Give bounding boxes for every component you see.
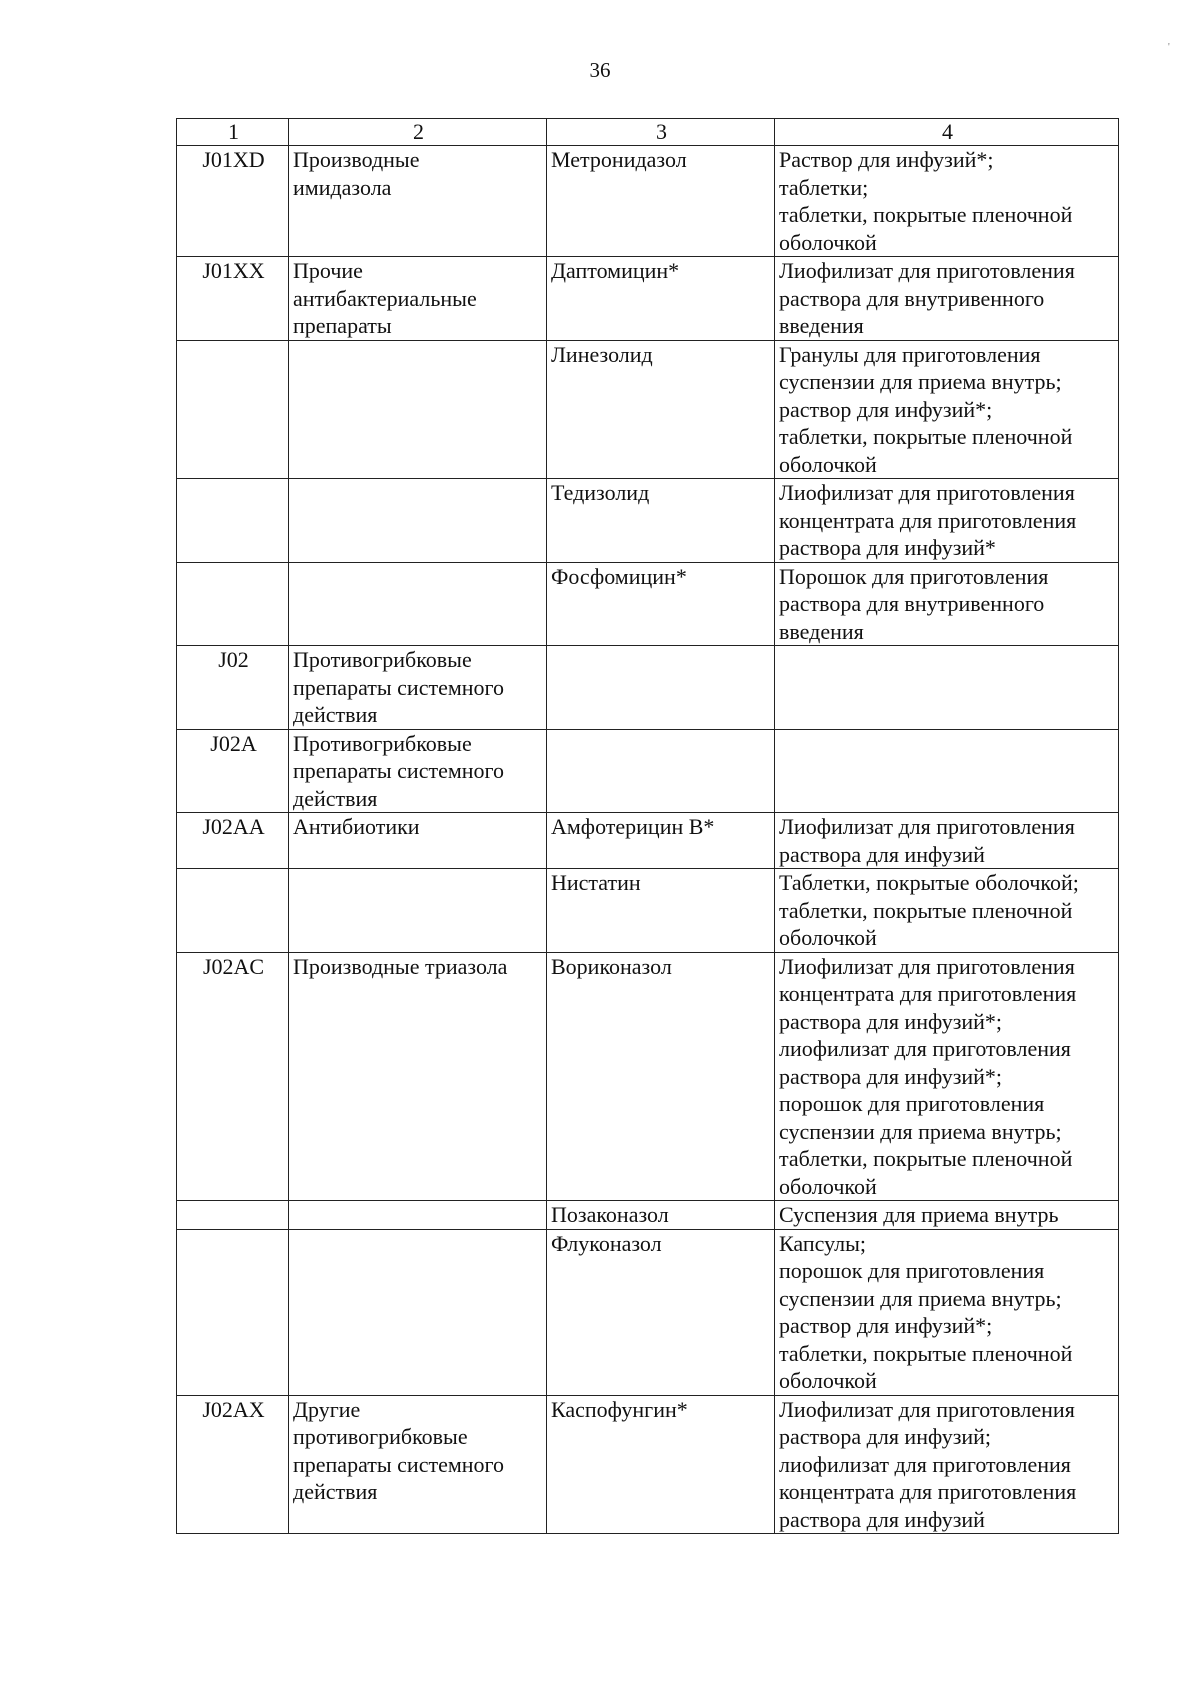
dosage-forms-line: введения	[779, 618, 864, 644]
dosage-forms-line: раствора для внутривенного	[779, 285, 1045, 311]
dosage-forms-line: раствора для инфузий	[779, 1506, 985, 1532]
atc-code-cell: J02AX	[177, 1395, 289, 1534]
dosage-forms-cell	[775, 952, 1119, 1201]
dosage-forms-line: Суспензия для приема внутрь	[779, 1202, 1059, 1227]
dosage-forms-line: Порошок для приготовления	[779, 563, 1049, 589]
group-line: Антибиотики	[293, 814, 420, 839]
group-line: Производные триазола	[293, 953, 508, 979]
dosage-forms-line: суспензии для приема внутрь;	[779, 1285, 1062, 1311]
group-cell	[289, 562, 547, 646]
table-row	[177, 562, 1119, 646]
header-cell-drug: 3	[547, 119, 775, 146]
drug-name-line: Линезолид	[551, 341, 653, 367]
group-line: противогрибковые	[293, 1424, 468, 1449]
dosage-forms-line: раствора для внутривенного	[779, 591, 1045, 616]
dosage-forms-line: лиофилизат для приготовления	[779, 1036, 1071, 1061]
group-line: препараты системного	[293, 1451, 505, 1477]
dosage-forms-line: Лиофилизат для приготовления	[779, 814, 1075, 839]
dosage-forms-cell	[775, 479, 1119, 563]
drug-name-line: Даптомицин*	[551, 258, 680, 283]
group-cell	[289, 479, 547, 563]
dosage-forms-cell	[775, 646, 1119, 730]
atc-code-cell: J01XD	[177, 146, 289, 257]
table-row	[177, 813, 1119, 869]
dosage-forms-line: раствора для инфузий*	[779, 535, 996, 560]
atc-code-cell: J02AC	[177, 952, 289, 1201]
group-cell	[289, 340, 547, 479]
dosage-forms-cell	[775, 146, 1119, 257]
dosage-forms-line: таблетки, покрытые пленочной	[779, 897, 1073, 923]
drug-name-line: Метронидазол	[551, 147, 687, 172]
table-row	[177, 1229, 1119, 1395]
group-line: действия	[293, 702, 378, 727]
group-line: препараты	[293, 313, 392, 338]
dosage-forms-cell	[775, 562, 1119, 646]
dosage-forms-cell	[775, 257, 1119, 341]
dosage-forms-line: порошок для приготовления	[779, 1258, 1045, 1283]
group-cell	[289, 257, 547, 341]
dosage-forms-cell	[775, 1229, 1119, 1395]
dosage-forms-line: Лиофилизат для приготовления	[779, 1396, 1075, 1422]
table-row	[177, 869, 1119, 953]
atc-code-cell: J02	[177, 646, 289, 730]
dosage-forms-line: раствор для инфузий*;	[779, 1313, 993, 1338]
atc-code-cell: J02A	[177, 729, 289, 813]
drug-name-line: Вориконазол	[551, 953, 672, 979]
dosage-forms-line: концентрата для приготовления	[779, 507, 1077, 533]
dosage-forms-line: Таблетки, покрытые оболочкой;	[779, 870, 1079, 895]
drug-name-cell	[547, 1201, 775, 1230]
drug-name-line: Тедизолид	[551, 480, 650, 505]
drug-name-cell	[547, 646, 775, 730]
atc-code-cell: J02AA	[177, 813, 289, 869]
table-body	[177, 146, 1119, 1534]
drug-name-cell	[547, 479, 775, 563]
dosage-forms-line: раствор для инфузий*;	[779, 396, 993, 422]
group-cell	[289, 952, 547, 1201]
group-line: действия	[293, 1479, 378, 1504]
dosage-forms-line: оболочкой	[779, 1173, 877, 1199]
dosage-forms-line: таблетки, покрытые пленочной	[779, 1146, 1073, 1171]
dosage-forms-line: оболочкой	[779, 229, 877, 255]
dosage-forms-line: таблетки;	[779, 174, 869, 200]
dosage-forms-line: Раствор для инфузий*;	[779, 147, 994, 172]
drug-name-line: Фосфомицин*	[551, 563, 687, 589]
dosage-forms-line: раствора для инфузий*;	[779, 1008, 1003, 1034]
drug-name-line: Флуконазол	[551, 1230, 662, 1256]
dosage-forms-line: Лиофилизат для приготовления	[779, 258, 1075, 283]
group-line: препараты системного	[293, 674, 505, 700]
table-row	[177, 257, 1119, 341]
group-cell	[289, 1201, 547, 1230]
group-cell	[289, 646, 547, 730]
table-row	[177, 729, 1119, 813]
dosage-forms-line: суспензии для приема внутрь;	[779, 1118, 1062, 1144]
page-number: 36	[589, 58, 611, 82]
dosage-forms-line: раствора для инфузий;	[779, 1424, 992, 1449]
dosage-forms-line: введения	[779, 313, 864, 338]
group-cell	[289, 146, 547, 257]
dosage-forms-line: таблетки, покрытые пленочной	[779, 1340, 1073, 1366]
dosage-forms-line: лиофилизат для приготовления	[779, 1451, 1071, 1477]
header-cell-code: 1	[177, 119, 289, 146]
group-cell	[289, 869, 547, 953]
dosage-forms-line: порошок для приготовления	[779, 1091, 1045, 1116]
table-row	[177, 1395, 1119, 1534]
table-row	[177, 479, 1119, 563]
header-cell-forms: 4	[775, 119, 1119, 146]
dosage-forms-line: концентрата для приготовления	[779, 981, 1077, 1006]
table-row	[177, 952, 1119, 1201]
drug-name-line: Позаконазол	[551, 1202, 669, 1227]
dosage-forms-cell	[775, 1395, 1119, 1534]
drug-name-cell	[547, 146, 775, 257]
dosage-forms-cell	[775, 340, 1119, 479]
group-line: имидазола	[293, 174, 392, 200]
group-line: Производные	[293, 147, 420, 172]
atc-code-cell: J01XX	[177, 257, 289, 341]
dosage-forms-line: Лиофилизат для приготовления	[779, 480, 1075, 505]
dosage-forms-line: концентрата для приготовления	[779, 1479, 1077, 1504]
group-line: препараты системного	[293, 758, 505, 783]
drug-table	[176, 118, 1119, 1534]
table-row	[177, 340, 1119, 479]
table-row	[177, 1201, 1119, 1230]
table-header-row	[177, 119, 1119, 146]
drug-name-cell	[547, 813, 775, 869]
group-cell	[289, 1395, 547, 1534]
group-line: Другие	[293, 1396, 361, 1422]
group-cell	[289, 729, 547, 813]
dosage-forms-line: оболочкой	[779, 1368, 877, 1393]
dosage-forms-cell	[775, 1201, 1119, 1230]
dosage-forms-line: Капсулы;	[779, 1230, 867, 1256]
atc-code-cell	[177, 1201, 289, 1230]
drug-name-cell	[547, 1229, 775, 1395]
dosage-forms-cell	[775, 813, 1119, 869]
dosage-forms-line: раствора для инфузий*;	[779, 1063, 1003, 1089]
table-row	[177, 146, 1119, 257]
table-row	[177, 646, 1119, 730]
dosage-forms-line: оболочкой	[779, 451, 877, 477]
drug-name-cell	[547, 257, 775, 341]
drug-name-line: Амфотерицин В*	[551, 814, 715, 839]
atc-code-cell	[177, 340, 289, 479]
drug-name-cell	[547, 562, 775, 646]
dosage-forms-line: Лиофилизат для приготовления	[779, 953, 1075, 979]
dosage-forms-line: оболочкой	[779, 925, 877, 950]
drug-name-cell	[547, 729, 775, 813]
drug-name-line: Нистатин	[551, 870, 641, 895]
drug-name-cell	[547, 1395, 775, 1534]
group-line: Прочие	[293, 258, 363, 283]
dosage-forms-line: раствора для инфузий	[779, 841, 985, 867]
drug-name-cell	[547, 952, 775, 1201]
group-line: антибактериальные	[293, 285, 477, 311]
drug-name-cell	[547, 340, 775, 479]
dosage-forms-cell	[775, 729, 1119, 813]
atc-code-cell	[177, 479, 289, 563]
group-cell	[289, 813, 547, 869]
atc-code-cell	[177, 562, 289, 646]
drug-name-cell	[547, 869, 775, 953]
atc-code-cell	[177, 869, 289, 953]
dosage-forms-line: суспензии для приема внутрь;	[779, 369, 1062, 394]
dosage-forms-line: таблетки, покрытые пленочной	[779, 424, 1073, 449]
group-line: Противогрибковые	[293, 647, 472, 672]
group-line: Противогрибковые	[293, 730, 472, 756]
drug-name-line: Каспофунгин*	[551, 1396, 688, 1422]
dosage-forms-line: таблетки, покрытые пленочной	[779, 202, 1073, 227]
dosage-forms-cell	[775, 869, 1119, 953]
atc-code-cell	[177, 1229, 289, 1395]
dosage-forms-line: Гранулы для приготовления	[779, 341, 1041, 367]
group-line: действия	[293, 785, 378, 811]
group-cell	[289, 1229, 547, 1395]
scan-speck: '	[1168, 42, 1170, 53]
header-cell-group: 2	[289, 119, 547, 146]
